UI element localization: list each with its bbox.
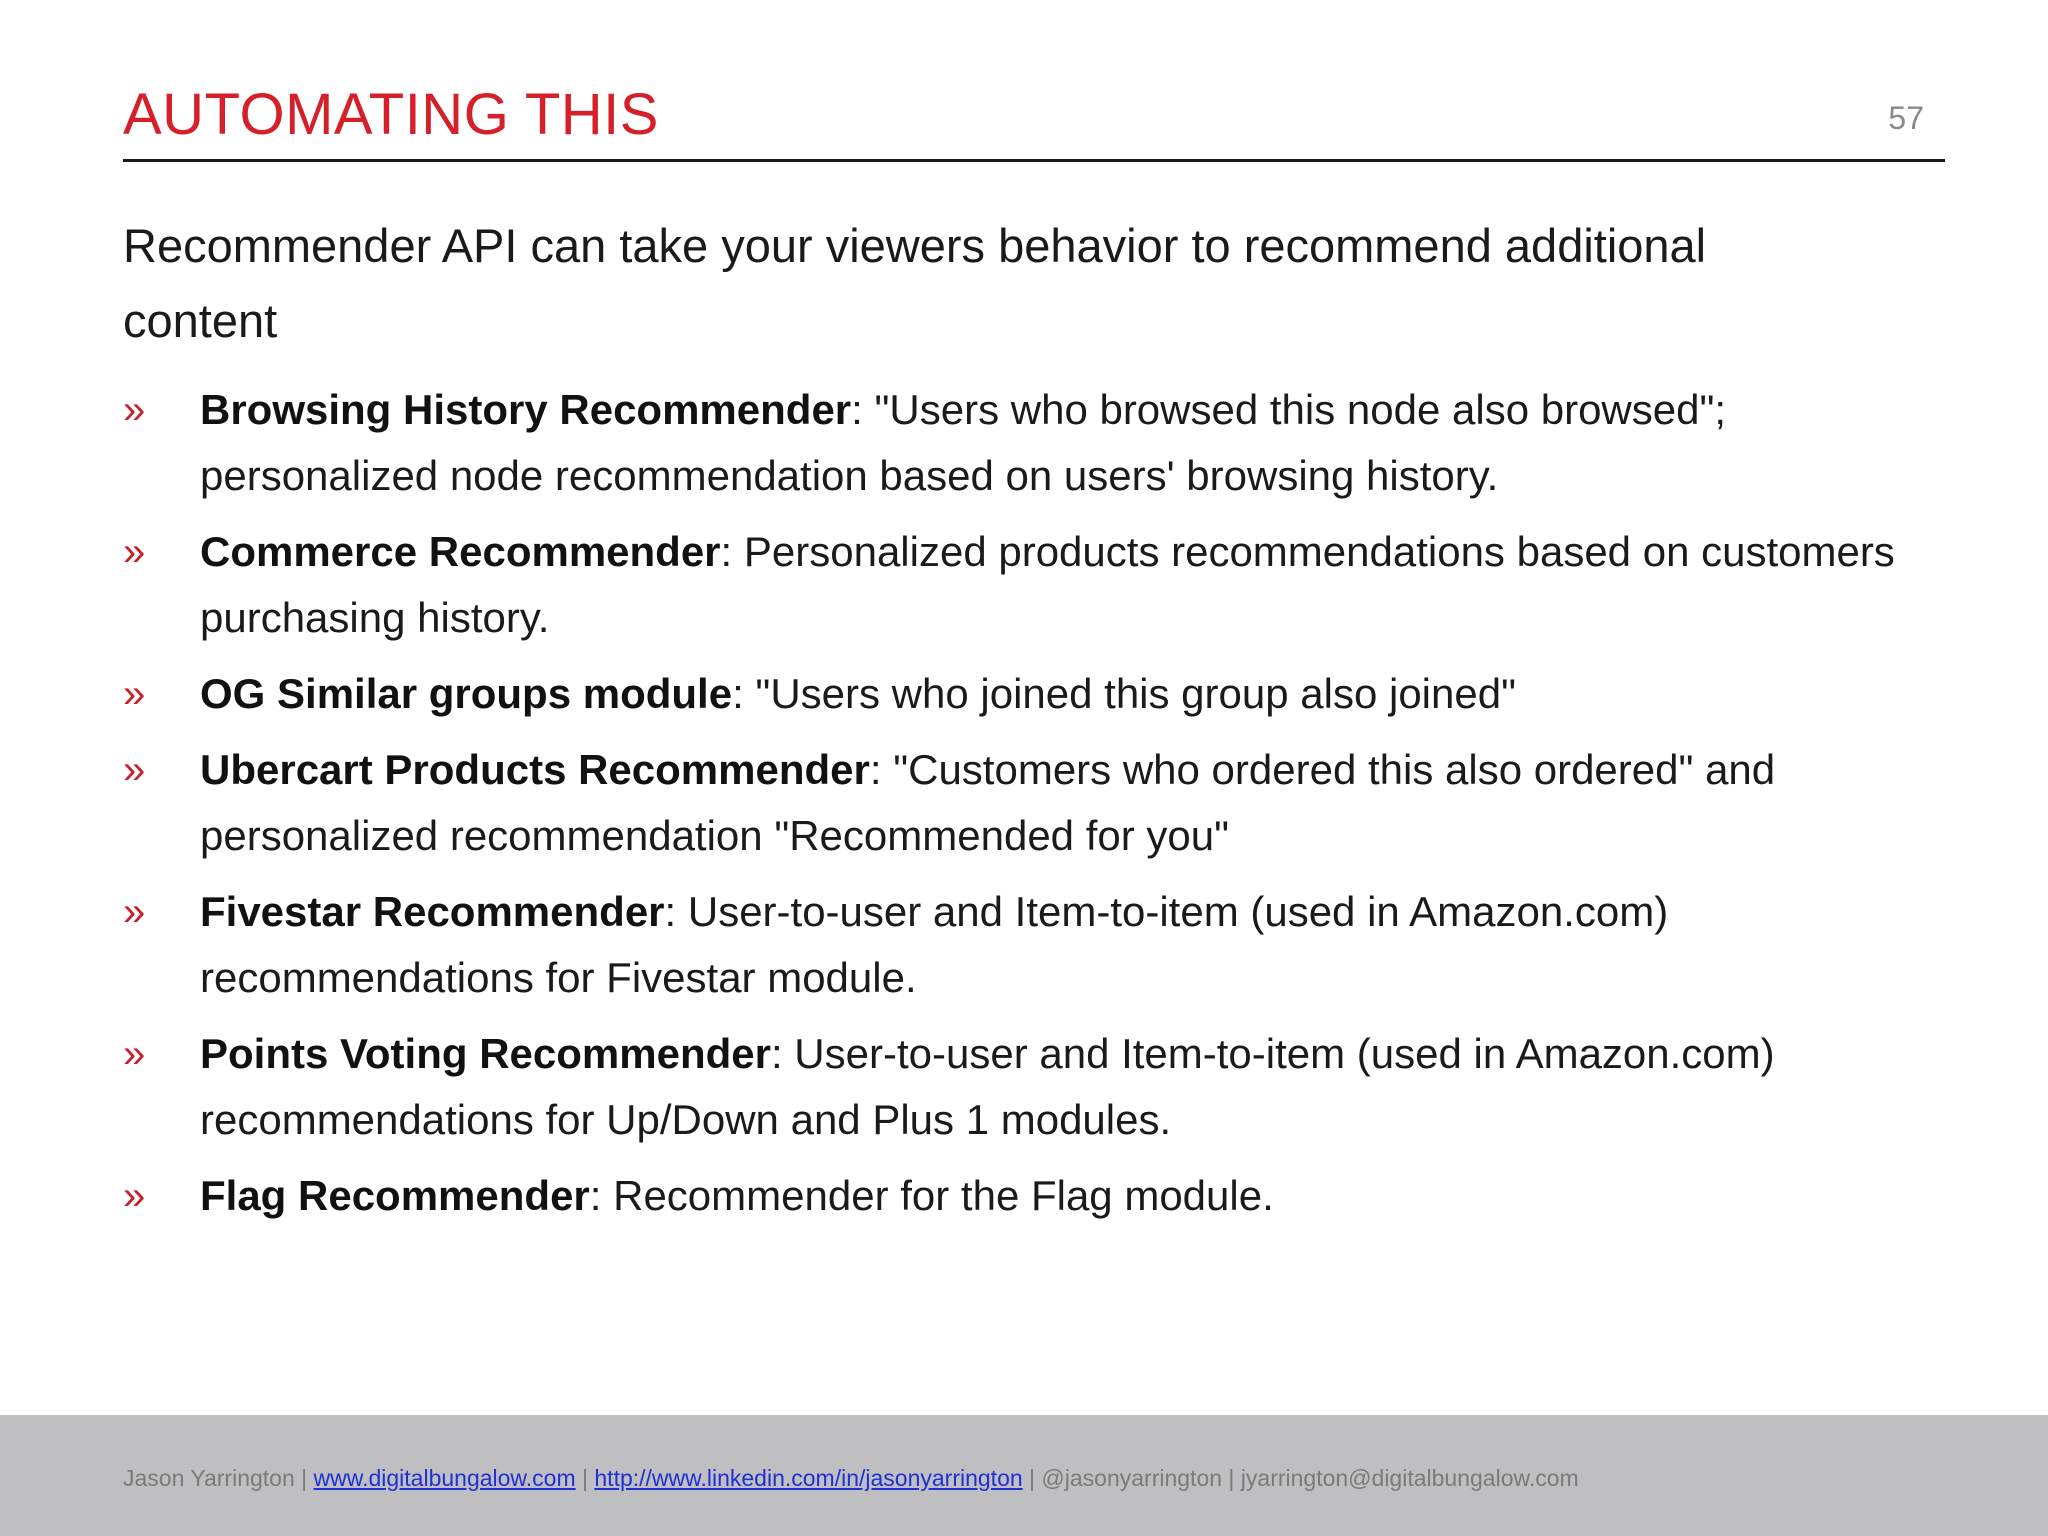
footer-separator: | [575,1465,595,1491]
footer-email: jyarrington@digitalbungalow.com [1240,1465,1579,1491]
bullet-item-commerce [123,519,1953,651]
bullet-marker-icon: » [123,388,146,432]
bullet-marker-icon: » [123,530,146,574]
bullet-term: Ubercart Products Recommender [200,746,870,793]
bullet-marker-icon: » [123,890,146,934]
bullet-marker-icon: » [123,1032,146,1076]
footer-separator: | [1022,1465,1042,1491]
footer-credits [123,1463,1579,1493]
bullet-item-browsing-history [123,377,1953,509]
footer-separator: | [1222,1465,1241,1491]
bullet-text: : "Users who joined this group also joined" [732,670,1516,717]
page-number: 57 [1888,100,1924,136]
footer-linkedin-link[interactable]: http://www.linkedin.com/in/jasonyarrington [594,1465,1023,1491]
bullet-text: : User-to-user and Item-to-item (used in Amazon.com) recommendations for Fivestar module. [200,888,1669,1001]
bullet-term: OG Similar groups module [200,670,733,717]
bullet-item-og-similar-groups [123,661,1953,727]
bullet-text: : Recommender for the Flag module. [589,1172,1274,1219]
title-divider [123,159,1945,162]
bullet-term: Flag Recommender [200,1172,590,1219]
intro-text: Recommender API can take your viewers behavior to recommend additional content [123,219,1707,347]
bullet-marker-icon: » [123,1174,146,1218]
bullet-item-fivestar [123,879,1953,1011]
footer-website-link[interactable]: www.digitalbungalow.com [313,1465,576,1491]
bullet-term: Points Voting Recommender [200,1030,771,1077]
bullet-item-flag [123,1163,1953,1229]
bullet-text: : "Users who browsed this node also browsed"; personalized node recommendation based on users' browsing history. [200,386,1727,499]
bullet-marker-icon: » [123,748,146,792]
bullet-list [123,377,1953,1239]
bullet-term: Commerce Recommender [200,528,721,575]
bullet-text: : "Customers who ordered this also ordered" and personalized recommendation "Recommended for you" [200,746,1776,859]
bullet-marker-icon: » [123,672,146,716]
bullet-text: : Personalized products recommendations based on customers purchasing history. [200,528,1895,641]
bullet-term: Fivestar Recommender [200,888,665,935]
slide-title: AUTOMATING THIS [123,82,659,147]
footer-twitter: @jasonyarrington [1041,1465,1223,1491]
bullet-item-ubercart [123,737,1953,869]
bullet-term: Browsing History Recommender [200,386,852,433]
footer-separator: | [294,1465,314,1491]
footer-author: Jason Yarrington [123,1465,295,1491]
bullet-text: : User-to-user and Item-to-item (used in Amazon.com) recommendations for Up/Down and Plus 1 modules. [200,1030,1775,1143]
bullet-item-points-voting [123,1021,1953,1153]
